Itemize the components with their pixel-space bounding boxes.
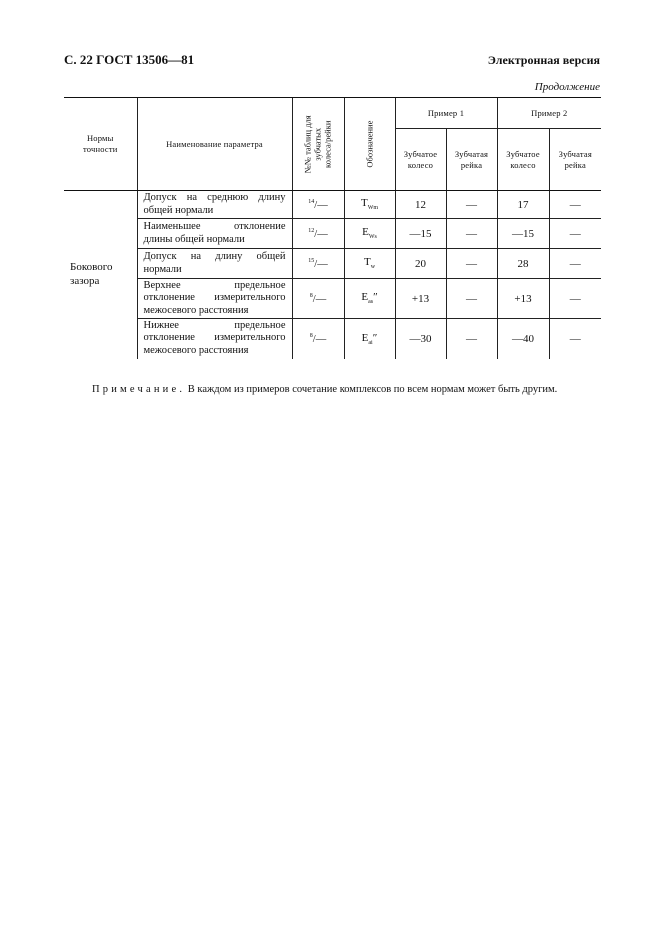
param-name: Допуск на длину общей нормали [137,249,292,279]
value-ex2-gear: 17 [497,191,549,219]
value-ex2-rack: — [549,249,601,279]
header-ex1-rack: Зубчатая рейка [446,129,497,191]
value-ex1-rack: — [446,249,497,279]
table-number: $^{14}$/— [292,191,344,219]
header-ex1-gear: Зубчатое колесо [395,129,446,191]
table-number: $^8$/— [292,279,344,319]
value-ex2-gear: 28 [497,249,549,279]
designation: $E_{as}''$ [344,279,395,319]
page-header-left: С. 22 ГОСТ 13506—81 [64,52,195,67]
value-ex2-rack: — [549,219,601,249]
footnote-text: В каждом из примеров сочетание комплексов по всем нормам может быть другим. [187,384,558,395]
header-norms: Нормы точности [64,98,137,191]
value-ex2-rack: — [549,319,601,359]
footnote-label: Примечание. [92,384,186,395]
param-name: Нижнее предельное отклонение измерительного межосевого расстояния [137,319,292,359]
continuation-label: Продолжение [534,81,600,93]
designation: $T_w$ [344,249,395,279]
value-ex2-gear: +13 [497,279,549,319]
value-ex1-rack: — [446,191,497,219]
value-ex1-gear: —30 [395,319,446,359]
table-row [64,191,601,219]
param-name: Допуск на среднюю длину общей нормали [137,191,292,219]
value-ex2-gear: —15 [497,219,549,249]
value-ex1-gear: +13 [395,279,446,319]
header-designation: Обозначение [344,98,395,191]
header-ex2-rack: Зубчатая рейка [549,129,601,191]
value-ex2-rack: — [549,279,601,319]
value-ex1-rack: — [446,319,497,359]
parameters-table [64,97,601,359]
group-label: Бокового зазора [70,261,113,287]
table-number: $^{15}$/— [292,249,344,279]
designation: $T_{Wm}$ [344,191,395,219]
header-table-numbers: №№ таблиц для зубчатых колеса/рейки [292,98,344,191]
value-ex2-rack: — [549,191,601,219]
header-ex2-gear: Зубчатое колесо [497,129,549,191]
value-ex2-gear: —40 [497,319,549,359]
page-header-right: Электронная версия [487,53,600,67]
value-ex1-gear: 12 [395,191,446,219]
table-row [64,249,601,279]
header-example-2: Пример 2 [497,98,601,129]
table-row [64,279,601,319]
footnote [92,384,557,395]
table-number: $^8$/— [292,319,344,359]
param-name: Наименьшее отклонение длины общей нормали [137,219,292,249]
designation: $E_{Ws}$ [344,219,395,249]
table-number: $^{12}$/— [292,219,344,249]
value-ex1-rack: — [446,219,497,249]
value-ex1-gear: —15 [395,219,446,249]
table-row [64,319,601,359]
table-row [64,219,601,249]
param-name: Верхнее предельное отклонение измерительного межосевого расстояния [137,279,292,319]
header-example-1: Пример 1 [395,98,497,129]
designation: $E_{ai}''$ [344,319,395,359]
header-parameter-name: Наименование параметра [137,98,292,191]
value-ex1-rack: — [446,279,497,319]
value-ex1-gear: 20 [395,249,446,279]
